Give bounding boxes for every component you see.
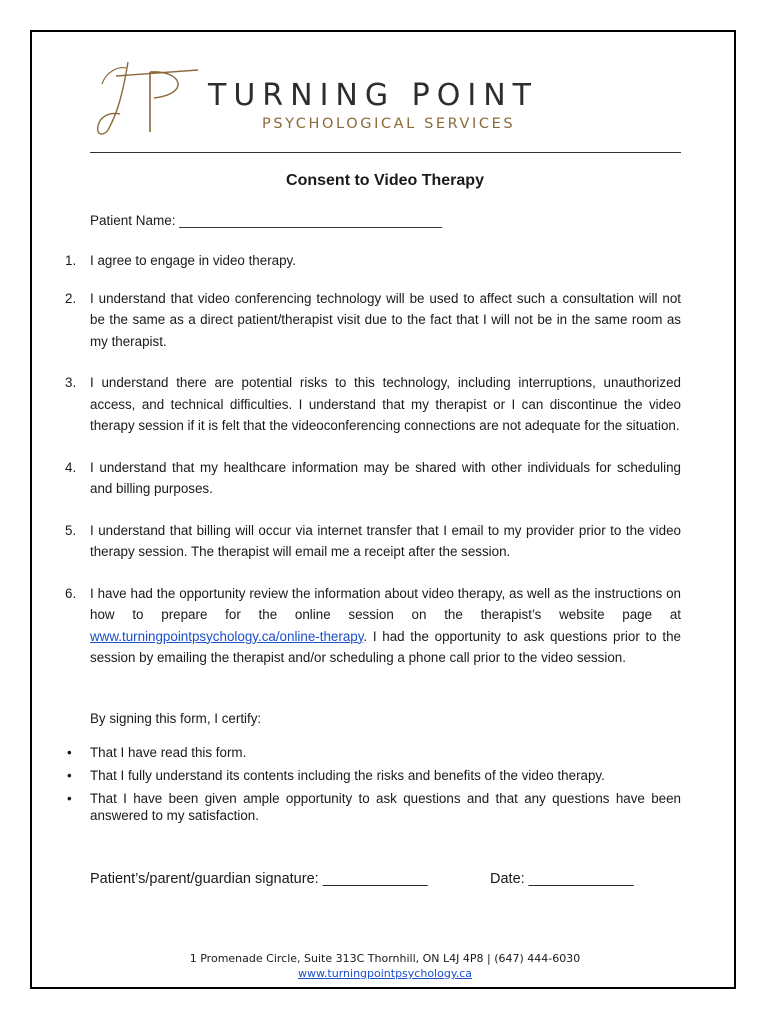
consent-list — [65, 250, 681, 669]
list-item — [65, 457, 681, 500]
item-text: I understand there are potential risks to this technology, including interruptions, unauthorized access, and technical difficulties. I understand that my therapist or I can discontinue the video therapy session if it is felt that the videoconferencing connections are not adequate for the situation. — [90, 375, 681, 433]
item-number: 1. — [65, 253, 77, 268]
list-item — [65, 250, 681, 272]
item-text: I understand that video conferencing technology will be used to affect such a consultation will not be the same as a direct patient/therapist visit due to the fact that I will not be in the same room as my therapist. — [90, 290, 681, 349]
list-item: • That I have been given ample opportunity to ask questions and that any questions have been answered to my satisfaction. — [65, 790, 681, 824]
item-number: 6. — [65, 585, 77, 601]
item-text: I understand that my healthcare information may be shared with other individuals for scheduling and billing purposes. — [90, 459, 681, 496]
list-item — [65, 520, 681, 563]
signature-field[interactable]: Patient’s/parent/guardian signature: _____________ — [90, 871, 428, 887]
item-text-before: I have had the opportunity review the information about video therapy, as well as the instructions on how to prepare for the online session on the therapist’s website page at — [90, 585, 681, 622]
monogram-logo-icon — [88, 52, 208, 142]
item-number: 4. — [65, 459, 77, 475]
item-number: 2. — [65, 290, 77, 306]
item-text — [90, 583, 681, 669]
patient-name-field[interactable]: Patient Name: ___________________________________ — [90, 213, 443, 228]
item-text-after: . I had the opportunity to ask questions prior to the session by emailing the therapist and/or scheduling a phone call prior to the video session. — [90, 628, 681, 665]
certify-list — [65, 744, 681, 830]
brand-name: TURNING POINT — [208, 78, 538, 113]
item-number: 5. — [65, 522, 77, 538]
list-item — [65, 583, 681, 669]
list-item: • That I have read this form. — [65, 744, 681, 761]
list-item — [65, 372, 681, 437]
online-therapy-link[interactable]: www.turningpointpsychology.ca/online-therapy — [90, 628, 364, 644]
item-text: I understand that billing will occur via internet transfer that I email to my provider prior to the video therapy session. The therapist will email me a receipt after the session. — [90, 522, 681, 559]
footer-website-link[interactable]: www.turningpointpsychology.ca — [297, 967, 473, 980]
brand-subtitle: PSYCHOLOGICAL SERVICES — [262, 116, 516, 132]
list-item — [65, 288, 681, 353]
company-logo — [88, 52, 558, 142]
page-footer — [0, 951, 770, 981]
footer-address: 1 Promenade Circle, Suite 313C Thornhill, ON L4J 4P8 | (647) 444-6030 — [189, 952, 581, 965]
item-number: 3. — [65, 375, 77, 390]
list-item: • That I fully understand its contents including the risks and benefits of the video therapy. — [65, 767, 681, 784]
certify-intro: By signing this form, I certify: — [90, 711, 262, 726]
form-title: Consent to Video Therapy — [286, 172, 484, 189]
header-divider — [90, 152, 681, 153]
date-field[interactable]: Date: _____________ — [490, 871, 634, 887]
item-text: I agree to engage in video therapy. — [90, 253, 296, 268]
